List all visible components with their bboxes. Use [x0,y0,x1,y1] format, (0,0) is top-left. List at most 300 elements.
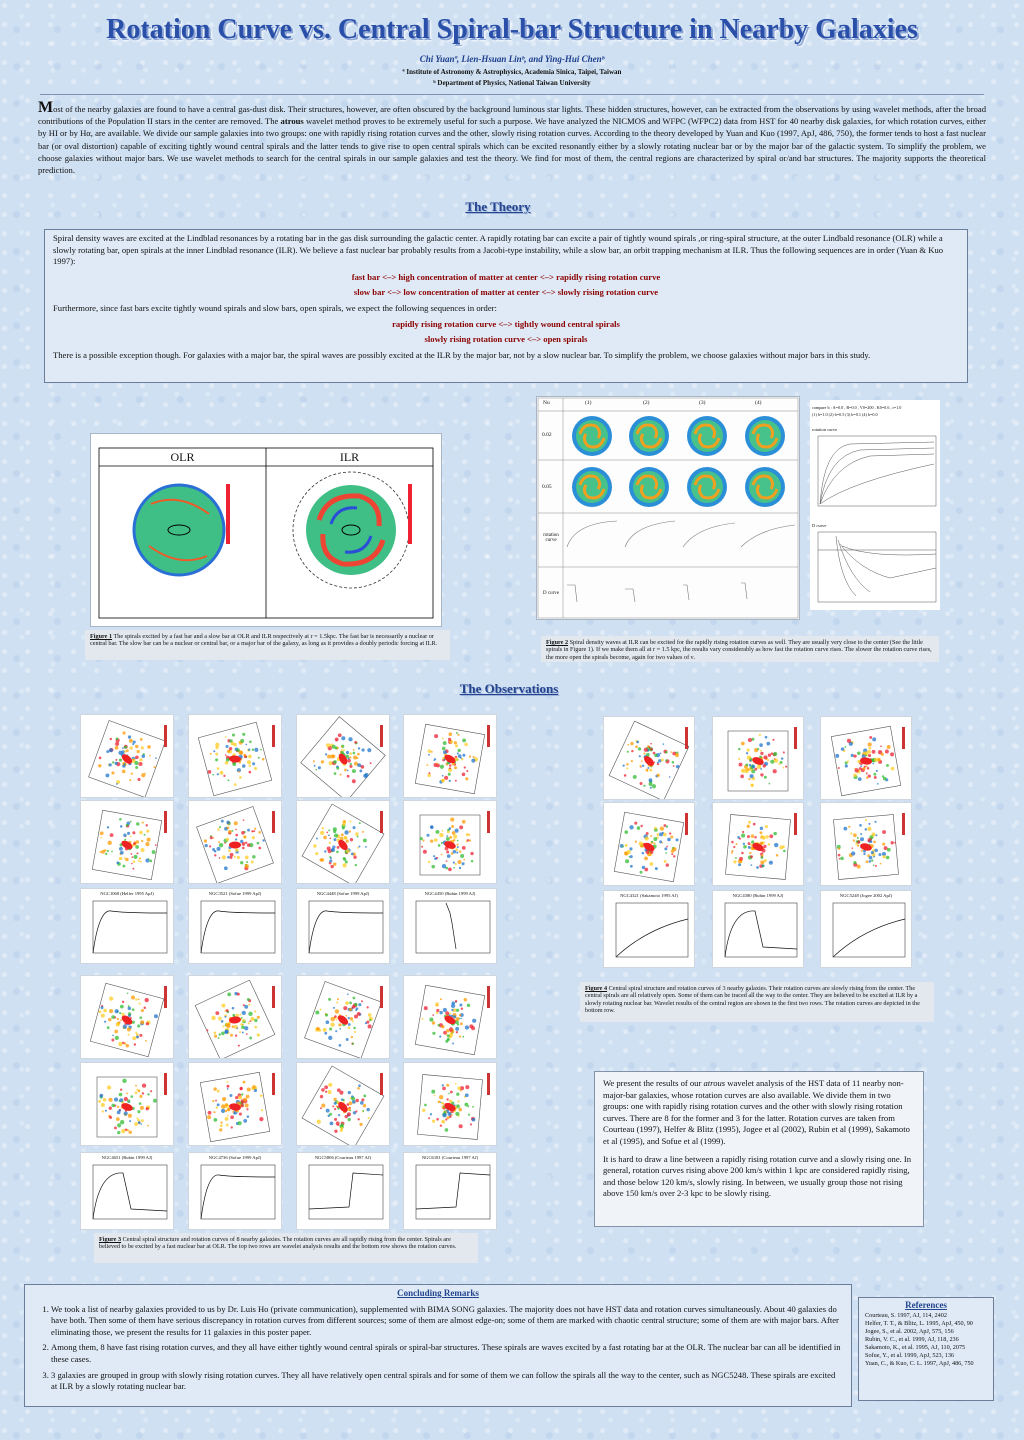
wavelet-feature [470,852,473,855]
figure-2-col-4: (4) [755,400,762,406]
wavelet-feature [326,743,330,747]
wavelet-feature [115,742,119,746]
wavelet-feature [766,835,769,838]
rotation-curve-label: NGC6181 (Courteau 1997 AJ) [421,1155,479,1160]
wavelet-feature [330,1122,334,1126]
wavelet-feature [860,837,864,841]
wavelet-feature [451,1028,453,1030]
wavelet-feature [122,1079,126,1083]
wavelet-feature [459,1124,463,1128]
wavelet-feature [115,1036,119,1040]
wavelet-feature [139,1102,142,1105]
reference-item: Sofue, Y., et al. 1999, ApJ, 523, 136 [865,1352,955,1359]
wavelet-feature [120,1005,124,1009]
wavelet-feature [251,830,253,832]
wavelet-feature [433,855,435,857]
wavelet-map-image [81,715,173,797]
observations-p1-a: We present the results of our [603,1078,704,1088]
wavelet-feature [635,841,637,843]
wavelet-feature [211,1016,215,1020]
wavelet-map [820,716,912,800]
wavelet-feature [122,764,125,767]
wavelet-feature [439,1095,443,1099]
wavelet-feature [334,1015,337,1018]
wavelet-feature [352,1043,354,1045]
wavelet-feature [460,757,462,759]
wavelet-feature [431,865,435,869]
wavelet-feature [357,753,360,756]
wavelet-feature [763,845,766,848]
wavelet-feature [880,863,882,865]
wavelet-feature [231,830,233,832]
wavelet-feature [872,737,876,741]
wavelet-feature [134,761,138,765]
wavelet-feature [624,830,628,834]
wavelet-feature [362,1110,364,1112]
wavelet-feature [227,856,230,859]
wavelet-feature [358,1084,361,1087]
wavelet-feature [344,836,347,839]
wavelet-feature [247,760,251,764]
wavelet-feature [872,763,874,765]
rotation-curve-line [93,1173,167,1219]
wavelet-feature [133,741,136,744]
wavelet-feature [334,772,337,775]
wavelet-feature [337,846,340,849]
wavelet-map [80,800,174,884]
wavelet-feature [764,776,767,779]
wavelet-feature [218,1017,222,1021]
wavelet-feature [733,860,736,863]
wavelet-feature [123,1025,127,1029]
wavelet-feature [453,861,455,863]
wavelet-feature [857,752,860,755]
wavelet-feature [457,752,459,754]
wavelet-feature [129,1120,131,1122]
wavelet-feature [760,752,763,755]
rotation-curve-panel [403,1152,497,1230]
wavelet-feature [751,864,753,866]
color-scale [272,811,275,833]
wavelet-feature [99,1010,102,1013]
wavelet-feature [251,860,254,863]
color-scale [164,1073,167,1095]
wavelet-feature [313,844,316,847]
wavelet-feature [785,766,787,768]
wavelet-map [188,800,282,884]
wavelet-feature [133,842,136,845]
wavelet-feature [439,1036,441,1038]
wavelet-feature [772,739,774,741]
wavelet-feature [222,855,226,859]
wavelet-feature [232,1025,235,1028]
rotation-curve-plot [81,1153,173,1229]
wavelet-feature [137,750,140,753]
wavelet-feature [235,1035,237,1037]
wavelet-feature [260,1094,263,1097]
wavelet-feature [137,778,140,781]
wavelet-feature [344,1115,347,1118]
wavelet-feature [645,837,649,841]
wavelet-feature [249,1037,252,1040]
wavelet-feature [132,1008,135,1011]
wavelet-feature [346,751,349,754]
wavelet-feature [115,746,119,750]
wavelet-feature [221,1032,225,1036]
wavelet-feature [629,847,632,850]
wavelet-feature [868,743,872,747]
wavelet-feature [153,766,155,768]
theory-paragraph-1: Spiral density waves are excited at the Lindblad resonances by a rotating bar in the gas disk surrounding the galactic center. A rapidly rotating bar can excite a pair of tightly wound spirals ,or ring-spiral structure, at the outer Lindbald resonance (OLR) while a slowly rotating bar, open spirals at the inner Lindblad resonance (ILR). We believe a fast nuclear bar probably results from a Jacobi-type instability, while a slow bar, an orbit trapping mechanism at ILR. Thus the following sequences are in order (Yuan & Kuo 1997): [53,233,944,267]
wavelet-feature [358,1003,361,1006]
wavelet-feature [248,1012,252,1016]
wavelet-feature [443,741,447,745]
wavelet-feature [105,853,107,855]
wavelet-feature [448,773,451,776]
wavelet-feature [228,849,231,852]
wavelet-map [188,1062,282,1146]
wavelet-feature [747,835,750,838]
wavelet-feature [464,998,467,1001]
wavelet-feature [870,840,873,843]
wavelet-feature [366,1108,369,1111]
wavelet-feature [330,865,333,868]
wavelet-feature [246,1108,248,1110]
wavelet-feature [442,1084,444,1086]
wavelet-feature [232,733,235,736]
wavelet-feature [130,1095,133,1098]
wavelet-feature [225,1030,229,1034]
wavelet-feature [257,1033,260,1036]
wavelet-feature [205,844,208,847]
wavelet-feature [440,998,442,1000]
wavelet-feature [739,857,743,861]
wavelet-feature [853,755,856,758]
wavelet-feature [752,765,756,769]
wavelet-feature [320,858,324,862]
concluding-remarks [24,1284,852,1407]
wavelet-feature [132,868,134,870]
wavelet-feature [328,1083,332,1087]
wavelet-feature [442,830,444,832]
wavelet-feature [853,833,857,837]
wavelet-feature [445,1128,449,1132]
wavelet-feature [352,1021,354,1023]
wavelet-feature [446,850,449,853]
wavelet-feature [652,784,656,788]
wavelet-feature [138,1121,141,1124]
wavelet-feature [769,834,773,838]
wavelet-map-image [81,976,173,1058]
wavelet-feature [455,744,458,747]
wavelet-feature [122,865,125,868]
rotation-curve-label: NGC4448 (Sofue 1999 ApJ) [316,891,370,896]
wavelet-feature [465,1025,469,1029]
wavelet-map-image [713,717,803,799]
wavelet-feature [434,838,438,842]
wavelet-feature [865,828,868,831]
wavelet-feature [456,844,458,846]
wavelet-feature [119,818,122,821]
wavelet-feature [457,840,459,842]
wavelet-feature [313,760,315,762]
wavelet-feature [853,861,856,864]
wavelet-feature [448,868,452,872]
wavelet-feature [650,743,652,745]
wavelet-feature [649,778,653,782]
wavelet-feature [845,764,848,767]
wavelet-feature [240,1087,243,1090]
wavelet-feature [347,775,350,778]
wavelet-feature [114,1126,117,1129]
wavelet-feature [760,773,763,776]
wavelet-feature [436,1005,438,1007]
wavelet-feature [355,864,357,866]
wavelet-map-image [189,801,281,883]
wavelet-map-image [821,803,911,885]
wavelet-feature [466,833,469,836]
wavelet-feature [349,756,351,758]
wavelet-feature [623,765,625,767]
wavelet-feature [352,769,356,773]
wavelet-feature [745,768,747,770]
wavelet-feature [100,837,102,839]
wavelet-feature [223,775,225,777]
wavelet-feature [334,1130,337,1133]
wavelet-feature [360,1101,364,1105]
wavelet-feature [204,839,207,842]
rotation-curve-label: NGC3521 (Sofue 1999 ApJ) [208,891,262,896]
wavelet-feature [131,853,133,855]
wavelet-feature [346,1038,349,1041]
wavelet-feature [446,1084,449,1087]
wavelet-feature [122,747,124,749]
wavelet-feature [630,742,633,745]
figure-1-caption [85,630,450,660]
wavelet-map [296,1062,390,1146]
wavelet-feature [126,824,129,827]
wavelet-feature [346,840,349,843]
wavelet-feature [216,847,220,851]
wavelet-feature [332,755,335,758]
wavelet-feature [754,836,757,839]
wavelet-feature [462,738,466,742]
wavelet-feature [120,1089,122,1091]
wavelet-feature [451,1009,453,1011]
wavelet-feature [467,1004,470,1007]
wavelet-feature [145,998,149,1002]
wavelet-feature [108,1018,111,1021]
wavelet-feature [132,831,135,834]
wavelet-feature [472,1019,476,1023]
wavelet-feature [359,822,361,824]
wavelet-feature [217,767,220,770]
wavelet-feature [431,1090,435,1094]
wavelet-feature [329,1027,332,1030]
wavelet-feature [637,826,641,830]
wavelet-feature [355,1110,357,1112]
wavelet-feature [885,750,889,754]
wavelet-feature [146,824,148,826]
wavelet-feature [444,1111,446,1113]
wavelet-feature [121,1129,125,1133]
wavelet-feature [240,861,243,864]
wavelet-feature [890,752,894,756]
wavelet-feature [345,1001,349,1005]
wavelet-feature [136,1117,138,1119]
wavelet-feature [887,745,891,749]
theory-box [44,229,968,383]
wavelet-feature [146,1022,149,1025]
wavelet-feature [140,738,143,741]
rotation-curve-plot [189,889,281,963]
wavelet-feature [863,853,865,855]
wavelet-feature [128,1007,132,1011]
wavelet-feature [127,832,130,835]
wavelet-map-image [297,715,389,797]
wavelet-feature [664,860,667,863]
wavelet-feature [748,778,750,780]
theory-paragraph-3: There is a possible exception though. For galaxies with a major bar, the spiral waves are possibly excited at the ILR by the major bar, not by a slow nuclear bar. To simplify the problem, we choose galaxies without major bars in this study. [53,349,871,360]
wavelet-feature [110,738,112,740]
wavelet-feature [453,850,457,854]
wavelet-feature [335,1030,337,1032]
wavelet-feature [370,762,372,764]
wavelet-feature [868,754,871,757]
color-scale [164,811,167,833]
wavelet-feature [116,783,118,785]
wavelet-feature [336,1105,338,1107]
references-heading: References [905,1300,947,1310]
wavelet-feature [432,1021,435,1024]
wavelet-feature [462,862,465,865]
wavelet-feature [639,765,641,767]
wavelet-feature [760,750,762,752]
wavelet-feature [443,759,445,761]
wavelet-feature [103,1009,107,1013]
wavelet-feature [472,1106,474,1108]
wavelet-feature [750,774,754,778]
wavelet-feature [220,1124,223,1127]
wavelet-feature [128,1101,130,1103]
wavelet-feature [119,1012,121,1014]
wavelet-feature [120,1120,124,1124]
wavelet-feature [857,837,859,839]
wavelet-feature [127,1129,129,1131]
wavelet-feature [345,861,348,864]
wavelet-feature [225,754,227,756]
wavelet-feature [733,846,735,848]
wavelet-feature [109,748,113,752]
wavelet-map-image [404,976,496,1058]
wavelet-feature [135,998,137,1000]
wavelet-feature [334,1102,337,1105]
wavelet-feature [129,1014,131,1016]
rotation-curve-line [201,911,275,953]
wavelet-feature [747,755,751,759]
wavelet-feature [118,751,122,755]
wavelet-feature [626,767,628,769]
wavelet-feature [136,822,139,825]
wavelet-feature [459,867,461,869]
rotation-curve-panel [188,1152,282,1230]
wavelet-feature [442,738,444,740]
wavelet-feature [135,745,138,748]
theory-sequence-2a: rapidly rising rotation curve <–> tightly wound central spirals [392,318,620,329]
wavelet-feature [343,749,345,751]
wavelet-feature [451,1001,455,1005]
wavelet-feature [215,1100,217,1102]
wavelet-feature [333,760,337,764]
wavelet-feature [116,1117,120,1121]
plot-frame [201,901,275,953]
wavelet-feature [320,1095,323,1098]
wavelet-feature [439,1011,442,1014]
wavelet-feature [243,819,245,821]
wavelet-feature [109,1009,113,1013]
wavelet-feature [871,832,875,836]
wavelet-feature [128,1005,130,1007]
wavelet-feature [449,1100,452,1103]
wavelet-map-image [404,715,496,797]
wavelet-feature [428,861,430,863]
wavelet-feature [643,752,645,754]
wavelet-feature [261,1109,263,1111]
wavelet-feature [226,1124,229,1127]
wavelet-map-image [81,1063,173,1145]
wavelet-map [296,714,390,798]
wavelet-map [188,714,282,798]
wavelet-feature [141,773,145,777]
wavelet-feature [133,860,136,863]
wavelet-feature [670,751,672,753]
wavelet-feature [676,765,680,769]
wavelet-feature [430,826,433,829]
wavelet-feature [337,998,339,1000]
wavelet-feature [318,766,321,769]
wavelet-feature [347,770,349,772]
rotation-curve-label: NGC4651 (Rubin 1999 AJ) [101,1155,153,1160]
wavelet-feature [126,749,129,752]
wavelet-feature [642,765,644,767]
wavelet-feature [644,748,648,752]
wavelet-feature [219,843,223,847]
wavelet-feature [315,852,318,855]
wavelet-feature [456,1009,459,1012]
wavelet-feature [442,747,446,751]
wavelet-feature [218,1037,220,1039]
wavelet-feature [856,840,858,842]
wavelet-map [296,800,390,884]
wavelet-feature [757,748,759,750]
wavelet-feature [243,1119,247,1123]
wavelet-feature [120,825,123,828]
wavelet-feature [432,1032,435,1035]
wavelet-feature [462,1036,464,1038]
wavelet-feature [469,839,471,841]
wavelet-feature [219,1033,221,1035]
wavelet-feature [650,748,653,751]
wavelet-feature [457,860,461,864]
wavelet-map [603,802,695,886]
wavelet-feature [315,1010,319,1014]
figure-2-row-rc: rotation curve [543,533,559,543]
wavelet-feature [465,777,468,780]
wavelet-feature [252,855,255,858]
wavelet-feature [111,1039,114,1042]
wavelet-feature [349,765,352,768]
wavelet-feature [765,736,768,739]
